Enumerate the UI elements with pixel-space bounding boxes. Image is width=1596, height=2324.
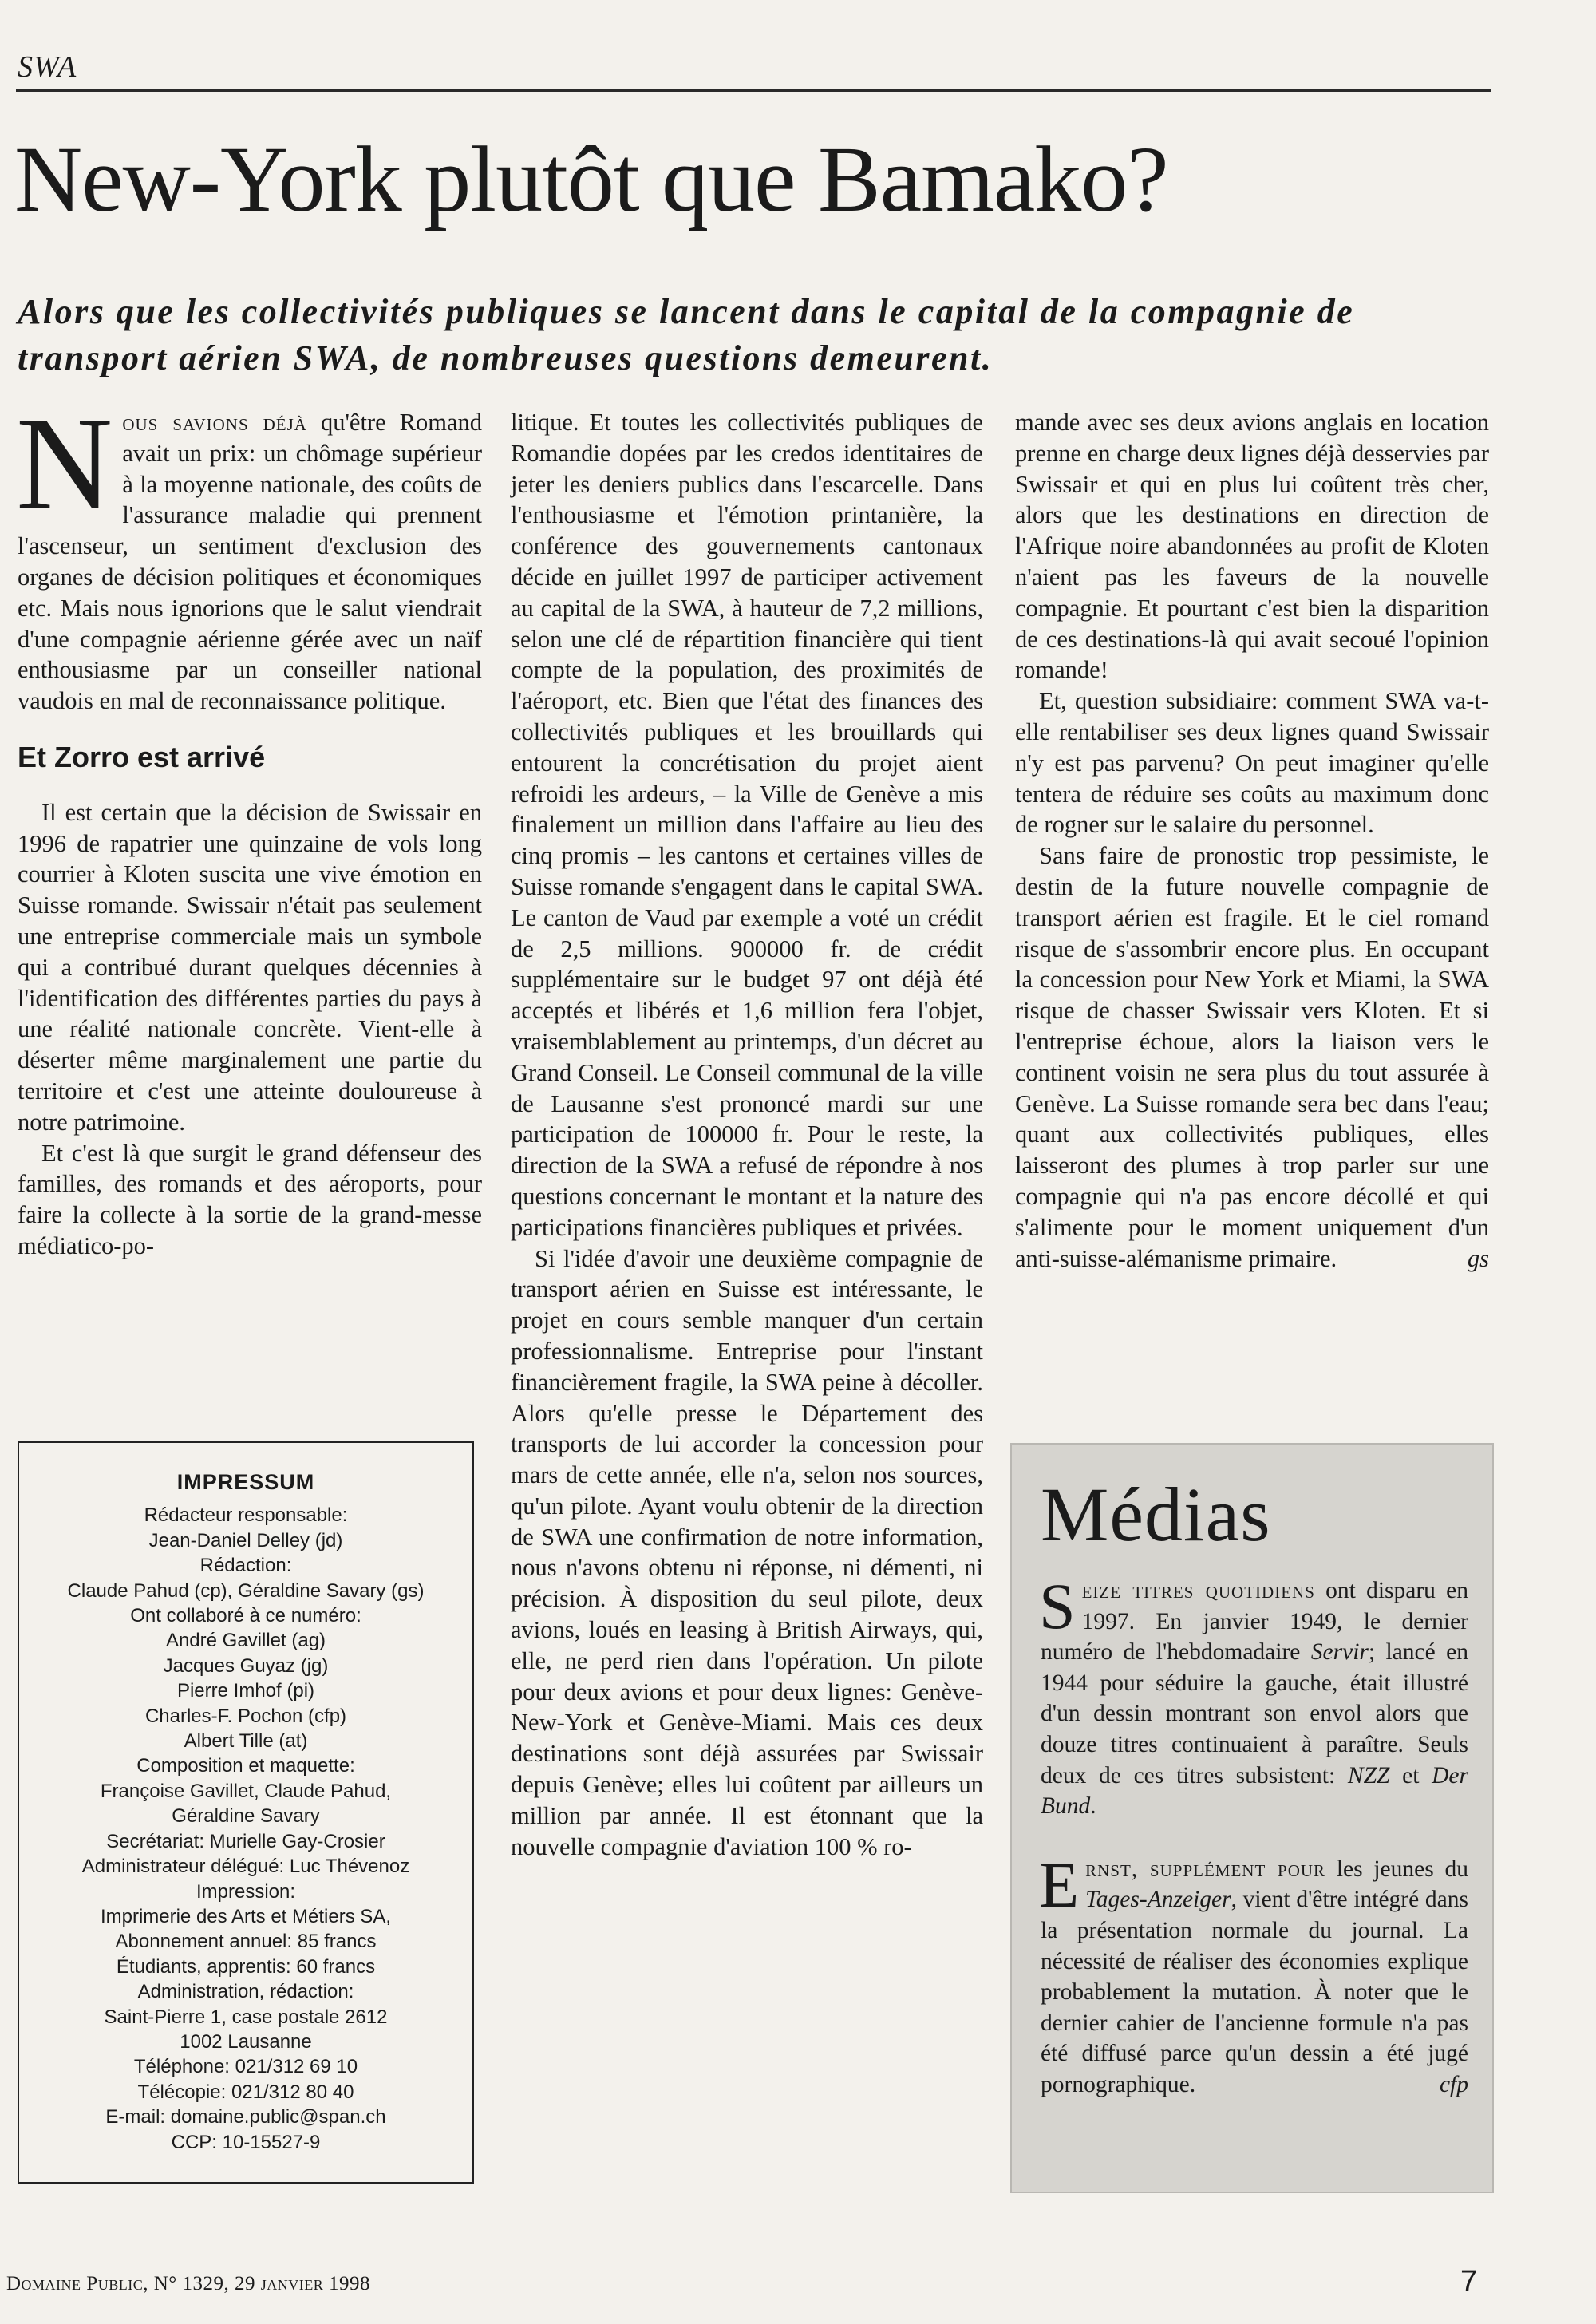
impressum-line: Albert Tille (at) bbox=[184, 1730, 308, 1753]
article-headline: New-York plutôt que Bamako? bbox=[14, 127, 1168, 231]
medias-item bbox=[1039, 1848, 1468, 2101]
intro-text: qu'être Romand avait un prix: un chômage supérieur à la moyenne nationale, des coûts de l'assurance maladie qui prennent l'ascenseur, un sentiment d'exclusion des organes de décision politiques et économiques etc. Mais nous ignorions que le salut viendrait d'une compagnie aérienne gérée avec un naïf enthousiasme par un conseiller national vaudois en mal de reconnaissance politique. bbox=[18, 409, 482, 715]
author-signature: gs bbox=[1467, 1244, 1489, 1272]
medias-text: les jeunes du bbox=[1325, 1856, 1468, 1882]
top-rule bbox=[16, 89, 1491, 92]
impressum-line: Claude Pahud (cp), Géraldine Savary (gs) bbox=[67, 1579, 425, 1602]
article-column-1 bbox=[16, 389, 482, 1262]
impressum-line: 1002 Lausanne bbox=[180, 2030, 312, 2053]
medias-text: , vient d'être intégré dans la présentation normale du journal. La nécessité de réaliser des économies explique probablement la mutation. À noter que le dernier cahier de l'ancienne formule n'a pas été diffusé parce qu'un dessin a été jugé pornographique. bbox=[1041, 1887, 1468, 2097]
medias-text: ont disparu en 1997. En janvier 1949, le dernier numéro de l'hebdomadaire bbox=[1041, 1578, 1468, 1666]
article-paragraph: Et c'est là que surgit le grand défenseur des familles, des romands et des aéroports, pour faire la collecte à la sortie de la grand-messe médiatico-po- bbox=[18, 1139, 482, 1259]
impressum-line: Pierre Imhof (pi) bbox=[176, 1680, 315, 1702]
publication-name: Der Bund bbox=[1041, 1762, 1468, 1820]
section-label: SWA bbox=[18, 50, 77, 84]
impressum-line: André Gavillet (ag) bbox=[165, 1630, 326, 1652]
impressum-line: Géraldine Savary bbox=[172, 1805, 320, 1828]
impressum-line: Télécopie: 021/312 80 40 bbox=[137, 2081, 354, 2103]
impressum-line: CCP: 10-15527-9 bbox=[171, 2131, 321, 2153]
article-column-3 bbox=[1015, 407, 1489, 1274]
footer-publication: Domaine Public, N° 1329, 29 janvier 1998 bbox=[6, 2273, 370, 2294]
impressum-line: Rédaction: bbox=[200, 1555, 292, 1577]
impressum-line: Impression: bbox=[196, 1880, 296, 1903]
article-paragraph: mande avec ses deux avions anglais en location prenne en charge deux lignes déjà desservies par Swissair et qui en plus lui coûtent très cher, alors que les destinations en direction de l'Afrique noire abandonnées au profit de Kloten n'aient pas les faveurs de la nouvelle compagnie. Et pourtant c'est bien la disparition de ces destinations-là qui avait secoué l'opinion romande! bbox=[1015, 409, 1489, 684]
publication-name: Servir bbox=[1310, 1639, 1369, 1666]
impressum-line: Rédacteur responsable: bbox=[144, 1504, 348, 1527]
final-text: Sans faire de pronostic trop pessimiste, le destin de la future nouvelle compagnie de transport aérien est fragile. Et le ciel romand risque de s'assombrir encore plus. En occupant la concession pour New York et Miami, la SWA risque de chasser Swissair vers Kloten. Et si l'entreprise échoue, alors la liaison vers le continent voisin ne sera plus du tout assurée à Genève. La Suisse romande sera bec dans l'eau; quant aux collectivités publiques, elles laisseront des plumes à trop parler sur une compagnie qui n'a pas encore décollé et qui s'alimente pour le moment uniquement d'un anti-suisse-alémanisme primaire. bbox=[1015, 842, 1489, 1272]
drop-cap: S bbox=[1039, 1570, 1076, 1642]
impressum-line: E-mail: domaine.public@span.ch bbox=[105, 2106, 386, 2128]
article-subheading: Et Zorro est arrivé bbox=[18, 740, 266, 773]
lead-small-caps: ous savions déjà bbox=[122, 409, 307, 436]
drop-cap: N bbox=[16, 389, 113, 538]
impressum-line: Composition et maquette: bbox=[136, 1755, 355, 1777]
impressum-line: Charles-F. Pochon (cfp) bbox=[144, 1705, 347, 1727]
medias-text: . bbox=[1090, 1793, 1096, 1820]
impressum-line: Administration, rédaction: bbox=[137, 1981, 354, 2003]
impressum-line: Secrétariat: Murielle Gay-Crosier bbox=[106, 1830, 385, 1852]
impressum-line: Ont collaboré à ce numéro: bbox=[130, 1605, 361, 1627]
impressum-line: Étudiants, apprentis: 60 francs bbox=[116, 1955, 376, 1978]
medias-body bbox=[1039, 1570, 1468, 2101]
article-standfirst: Alors que les collectivités publiques se lancent dans le capital de la compagnie de transport aérien SWA, de nombreuses questions demeurent. bbox=[18, 292, 1355, 377]
lead-small-caps: rnst, supplément pour bbox=[1085, 1856, 1326, 1882]
lead-small-caps: eize titres quotidiens bbox=[1081, 1578, 1315, 1603]
page-number: 7 bbox=[1460, 2265, 1478, 2298]
medias-title: Médias bbox=[1041, 1472, 1271, 1557]
article-paragraph: Il est certain que la décision de Swissair en 1996 de rapatrier une quinzaine de vols long courrier à Kloten suscita une vive émotion en Suisse romande. Swissair n'était pas seulement une entreprise commerciale mais un symbole qui a contribué durant quelques décennies à l'identification des différentes parties du pays à une réalité nationale concrète. Vient-elle à déserter même marginalement une partie du territoire et c'est une atteinte douloureuse à notre patrimoine. bbox=[18, 798, 482, 1136]
article-paragraph: Et, question subsidiaire: comment SWA va-t-elle rentabiliser ses deux lignes quand Swissair n'y est pas parvenu? On peut imaginer qu'elle tentera de réduire ses coûts au maximum donc de rogner sur le salaire du personnel. bbox=[1015, 687, 1489, 839]
impressum-line: Administrateur délégué: Luc Thévenoz bbox=[81, 1856, 410, 1878]
medias-text: ; lancé en 1944 pour séduire la gauche, était illustré d'un dessin montrant son envol alors que douze titres continuaient à paraître. Seuls deux de ces titres subsistent: bbox=[1041, 1639, 1468, 1788]
article-column-2 bbox=[511, 407, 983, 1862]
impressum-lines bbox=[19, 1503, 472, 2155]
drop-cap: E bbox=[1039, 1848, 1080, 1921]
impressum-title: IMPRESSUM bbox=[176, 1470, 315, 1494]
publication-name: NZZ bbox=[1347, 1762, 1390, 1788]
impressum-box bbox=[18, 1441, 474, 2184]
article-paragraph-final bbox=[1015, 840, 1489, 1274]
impressum-line: Abonnement annuel: 85 francs bbox=[115, 1931, 377, 1953]
article-paragraph-intro bbox=[16, 389, 482, 717]
impressum-line: Imprimerie des Arts et Métiers SA, bbox=[100, 1905, 392, 1927]
impressum-line: Saint-Pierre 1, case postale 2612 bbox=[104, 2006, 388, 2028]
impressum-line: Françoise Gavillet, Claude Pahud, bbox=[100, 1780, 392, 1802]
author-signature: cfp bbox=[1439, 2071, 1468, 2097]
medias-text: et bbox=[1389, 1762, 1432, 1788]
impressum-line: Téléphone: 021/312 69 10 bbox=[133, 2056, 358, 2078]
medias-sidebar bbox=[1010, 1443, 1494, 2193]
medias-item bbox=[1039, 1570, 1468, 1822]
impressum-line: Jacques Guyaz (jg) bbox=[163, 1654, 329, 1677]
article-paragraph: Si l'idée d'avoir une deuxième compagnie de transport aérien en Suisse est intéressante, le projet en cours semble manquer d'un certain professionnalisme. Entreprise pour l'instant financièrement fragile, la SWA peine à décoller. Alors qu'elle presse le Département des transports de lui accorder la concession pour mars de cette année, elle n'a, selon nos sources, qu'un pilote. Ayant voulu obtenir de la direction de SWA une confirmation de notre information, nous n'avons obtenu ni réponse, ni démenti, ni précision. À disposition du seul pilote, deux avions, loués en leasing à British Airways, qui, elle, ne perd rien dans l'opération. Un pilote pour deux avions et pour deux lignes: Genève-New-York et Genève-Miami. Mais ces deux destinations sont déjà assurées par Swissair depuis Genève; elles lui coûtent par ailleurs un million par année. Il est étonnant que la nouvelle compagnie d'aviation 100 % ro- bbox=[511, 1244, 983, 1860]
article-paragraph: litique. Et toutes les collectivités publiques de Romandie dopées par les credos identitaires de jeter les deniers publics dans l'escarcelle. Dans l'enthousiasme et l'émotion printanière, la conférence des gouvernements cantonaux décide en juillet 1997 de participer activement au capital de la SWA, à hauteur de 7,2 millions, selon une clé de répartition financière qui tient compte de la population, des proximités de l'aéroport, etc. Bien que l'état des finances des collectivités publiques et les brouillards qui entourent la concrétisation du projet aient refroidi les ardeurs, – la Ville de Genève a mis finalement un million dans l'affaire au lieu des cinq promis – les cantons et certaines villes de Suisse romande s'engagent dans le capital SWA. Le canton de Vaud par exemple a voté un crédit de 2,5 millions. 900000 fr. de crédit supplémentaire sur le budget 97 ont déjà été acceptés et libérés et 1,6 million fera l'objet, vraisemblablement au printemps, d'un décret au Grand Conseil. Le Conseil communal de la ville de Lausanne s'est prononcé mardi sur une participation de 100000 fr. Pour le reste, la direction de la SWA a refusé de répondre à nos questions concernant le montant et la nature des participations financières publiques et privées. bbox=[511, 409, 983, 1241]
impressum-line: Jean-Daniel Delley (jd) bbox=[148, 1529, 343, 1551]
publication-name: Tages-Anzeiger bbox=[1085, 1887, 1231, 1913]
